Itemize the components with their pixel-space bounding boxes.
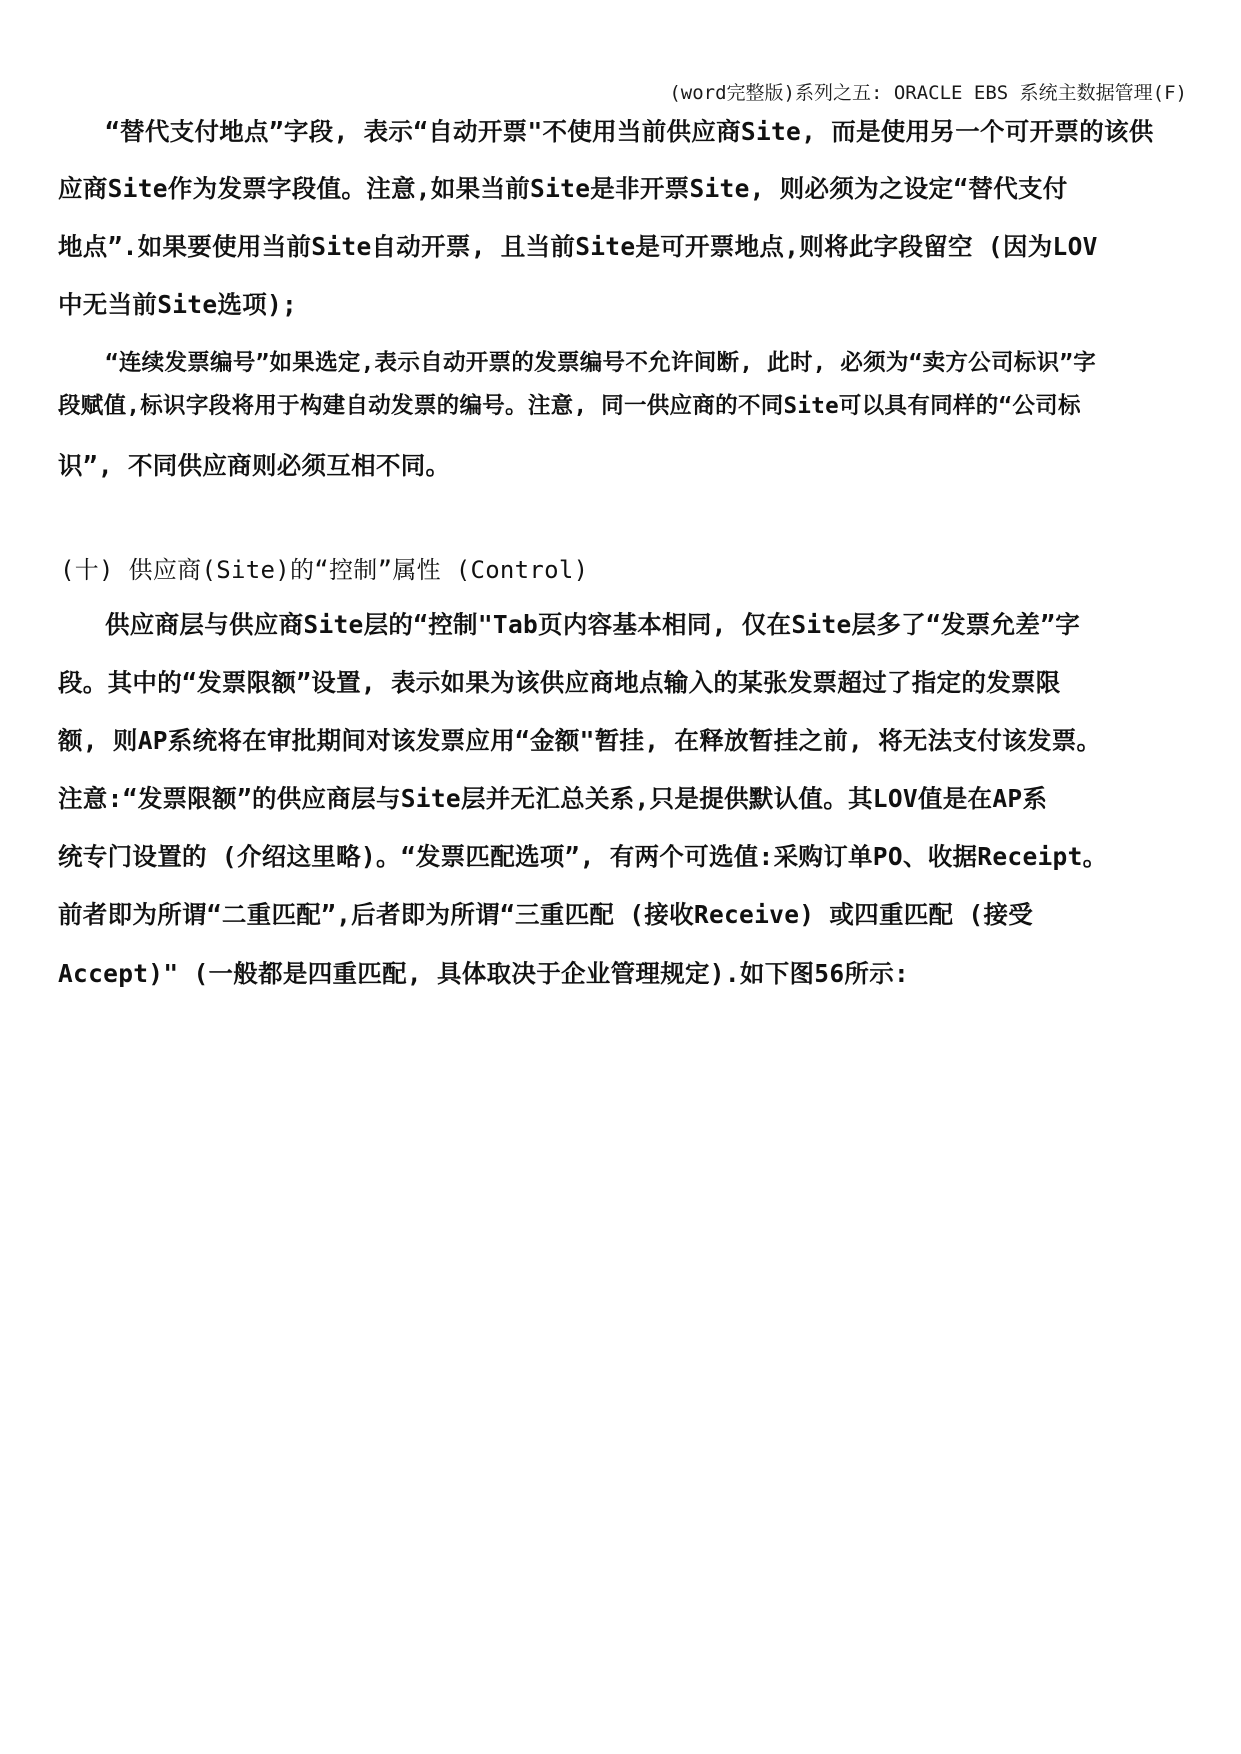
paragraph-1-line-3: 地点”.如果要使用当前Site自动开票, 且当前Site是可开票地点,则将此字段留空 (因为LOV	[58, 232, 1098, 261]
paragraph-3-line-4: 注意:“发票限额”的供应商层与Site层并无汇总关系,只是提供默认值。其LOV值是在AP系	[58, 784, 1048, 813]
paragraph-2-line-3: 识”, 不同供应商则必须互相不同。	[58, 451, 451, 480]
paragraph-3-line-2: 段。其中的“发票限额”设置, 表示如果为该供应商地点输入的某张发票超过了指定的发票限	[58, 668, 1061, 697]
paragraph-2-line-2: 段赋值,标识字段将用于构建自动发票的编号。注意, 同一供应商的不同Site可以具有同样的“公司标	[58, 393, 1081, 419]
paragraph-3-line-5: 统专门设置的 (介绍这里略)。“发票匹配选项”, 有两个可选值:采购订单PO、收据Receipt。	[58, 842, 1108, 871]
paragraph-3-line-1: 供应商层与供应商Site层的“控制"Tab页内容基本相同, 仅在Site层多了“发票允差”字	[105, 610, 1081, 639]
paragraph-3-line-3: 额, 则AP系统将在审批期间对该发票应用“金额"暂挂, 在释放暂挂之前, 将无法支付该发票。	[58, 726, 1102, 755]
paragraph-1-line-1: “替代支付地点”字段, 表示“自动开票"不使用当前供应商Site, 而是使用另一个可开票的该供	[105, 117, 1154, 146]
paragraph-3-line-7: Accept)" (一般都是四重匹配, 具体取决于企业管理规定).如下图56所示:	[58, 959, 910, 988]
paragraph-1-line-4: 中无当前Site选项);	[58, 290, 298, 319]
paragraph-3-line-6: 前者即为所谓“二重匹配”,后者即为所谓“三重匹配 (接收Receive) 或四重匹配 (接受	[58, 900, 1034, 929]
paragraph-2-line-1: “连续发票编号”如果选定,表示自动开票的发票编号不允许间断, 此时, 必须为“卖方公司标识”字	[105, 350, 1097, 376]
page-header: (word完整版)系列之五: ORACLE EBS 系统主数据管理(F)	[669, 82, 1187, 104]
paragraph-1-line-2: 应商Site作为发票字段值。注意,如果当前Site是非开票Site, 则必须为之设定“替代支付	[58, 174, 1068, 203]
section-heading: (十) 供应商(Site)的“控制”属性 (Control)	[60, 556, 589, 584]
